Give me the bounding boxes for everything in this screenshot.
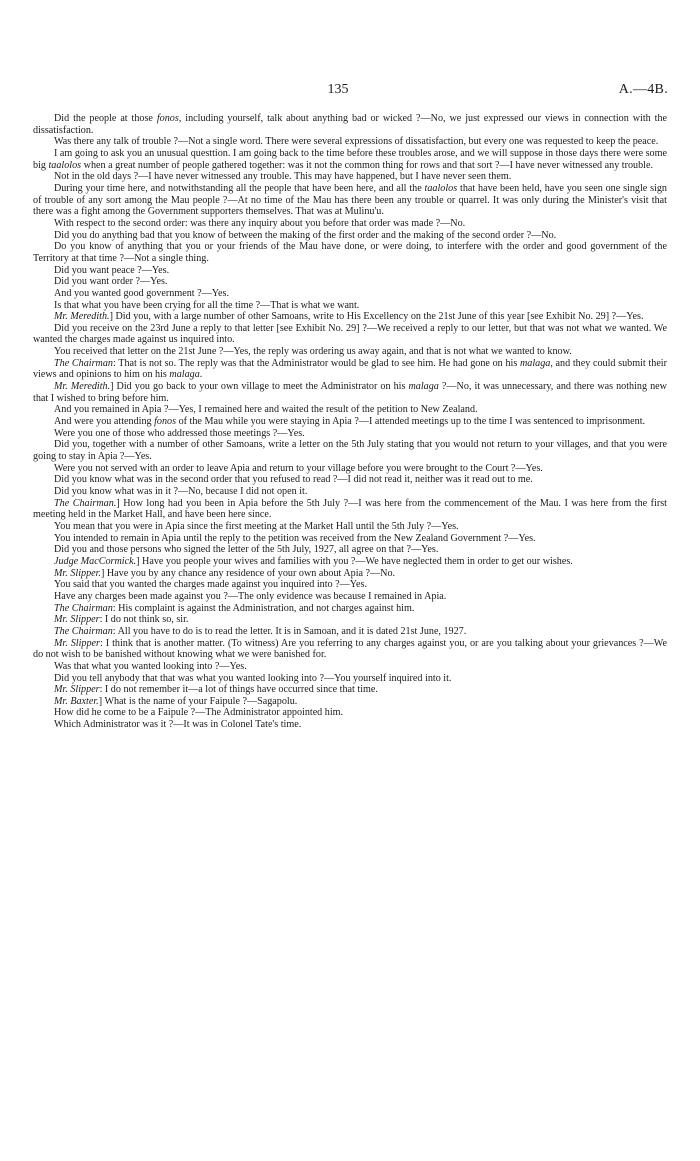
paragraph-text: Is that what you have been crying for all the time ?—That is what we want. (54, 299, 360, 311)
paragraph-text: Have any charges been made against you ?—The only evidence was because I remained in Apia. (54, 590, 447, 602)
italic-text: Mr. Meredith. (54, 311, 110, 323)
transcript-paragraph (33, 521, 667, 533)
paragraph-text: , and they could submit their views and opinions to him on his (33, 357, 667, 381)
italic-text: Mr. Slipper (54, 637, 100, 649)
transcript-paragraph (33, 707, 667, 719)
paragraph-text: Did you want order ?—Yes. (54, 276, 168, 288)
italic-text: fonos (156, 113, 179, 124)
transcript-paragraph (33, 404, 667, 416)
paragraph-text: ] Have you people your wives and families with you ?—We have neglected them in order to get our wishes. (136, 555, 573, 567)
transcript-paragraph (33, 719, 667, 731)
paragraph-text: With respect to the second order: was there any inquiry about you before that order was made ?—No. (54, 217, 466, 229)
transcript-paragraph (33, 276, 667, 288)
transcript-paragraph (33, 474, 667, 486)
transcript-paragraph (33, 568, 667, 580)
transcript-paragraph (33, 439, 667, 462)
paragraph-text: Did you tell anybody that that was what you wanted looking into ?—You yourself inquired into it. (54, 672, 452, 684)
italic-text: The Chairman (54, 357, 113, 369)
italic-text: malaga (408, 381, 439, 393)
transcript-paragraph (33, 300, 667, 312)
transcript-paragraph (33, 381, 667, 404)
paragraph-text: Did you do anything bad that you know of between the making of the first order and the making of the second order ?—No. (54, 229, 557, 241)
transcript-paragraph (33, 603, 667, 615)
transcript-paragraph (33, 265, 667, 277)
transcript-paragraph (33, 241, 667, 264)
transcript-paragraph (33, 661, 667, 673)
paragraph-text: Was there any talk of trouble ?—Not a single word. There were several expressions of dissatisfaction, but every one was requested to keep the peace. (54, 136, 659, 148)
italic-text: The Chairman (54, 625, 113, 637)
paragraph-text: : All you have to do is to read the letter. It is in Samoan, and it is dated 21st June, 1927. (112, 625, 467, 637)
paragraph-text: Did you know what was in it ?—No, because I did not open it. (54, 486, 308, 497)
transcript-paragraph (33, 148, 667, 171)
paragraph-text: : I do not remember it—a lot of things have occurred since that time. (99, 684, 378, 696)
paragraph-text: Did you know what was in the second order that you refused to read ?—I did not read it, neither was it read out to me. (54, 474, 533, 486)
paragraph-text: And you wanted good government ?—Yes. (54, 287, 230, 299)
paragraph-text: ] How long had you been in Apia before the 5th July ?—I was here from the commencement of the Mau. I was here from the first meeting held in the Market Hall, and have been here since. (33, 497, 667, 521)
transcript-paragraph (33, 556, 667, 568)
italic-text: Mr. Slipper (54, 684, 100, 696)
transcript-body (33, 113, 667, 731)
paragraph-text: . (199, 369, 203, 381)
paragraph-text: Not in the old days ?—I have never witnessed any trouble. This may have happened, but I have never seen them. (54, 171, 512, 183)
paragraph-text: : That is not so. The reply was that the Administrator would be glad to see him. He had gone on his (112, 357, 520, 369)
italic-text: Mr. Baxter. (54, 695, 99, 707)
transcript-paragraph (33, 579, 667, 591)
paragraph-text: ] What is the name of your Faipule ?—Sagapolu. (98, 695, 298, 707)
transcript-paragraph (33, 486, 667, 498)
italic-text: taalolos (48, 159, 82, 171)
paragraph-text: Was that what you wanted looking into ?—Yes. (54, 660, 247, 672)
transcript-paragraph (33, 544, 667, 556)
paragraph-text: How did he come to be a Faipule ?—The Administrator appointed him. (54, 707, 344, 719)
italic-text: malaga (519, 357, 551, 369)
transcript-paragraph (33, 626, 667, 638)
paragraph-text: Did you receive on the 23rd June a reply to that letter [see Exhibit No. 29] ?—We received a reply to our letter, but that was not what we wanted. We wanted the charges made against us inquired into. (33, 322, 667, 346)
italic-text: Mr. Slipper (54, 614, 100, 626)
paragraph-text: Did you and those persons who signed the letter of the 5th July, 1927, all agree on that ?—Yes. (54, 544, 439, 556)
transcript-paragraph (33, 323, 667, 346)
transcript-paragraph (33, 591, 667, 603)
transcript-paragraph (33, 638, 667, 661)
transcript-paragraph (33, 171, 667, 183)
paragraph-text: ] Have you by any chance any residence of your own about Apia ?—No. (100, 567, 396, 579)
italic-text: Mr. Slipper. (54, 567, 101, 579)
paragraph-text: Did you, together with a number of other Samoans, write a letter on the 5th July stating that you would not return to your villages, and that you were going to stay in Apia ?—Yes. (33, 439, 667, 463)
transcript-paragraph (33, 288, 667, 300)
paragraph-text: And were you attending (54, 416, 155, 428)
paragraph-text: You said that you wanted the charges made against you inquired into ?—Yes. (54, 579, 367, 591)
paragraph-text: ] Did you, with a large number of other Samoans, write to His Excellency on the 21st June of this year [see Exhibit No. 29] ?—Yes. (109, 311, 644, 323)
italic-text: The Chairman (54, 602, 113, 614)
italic-text: taalolos (424, 182, 458, 194)
transcript-paragraph (33, 673, 667, 685)
italic-text: fonos (154, 416, 177, 428)
paragraph-text: : I think that is another matter. (To witness) Are you referring to any charges against you, or are you talking about your grievances ?—We do not wish to be banished without knowing what we were banished for. (33, 637, 668, 661)
transcript-paragraph (33, 416, 667, 428)
italic-text: malaga (169, 369, 200, 381)
italic-text: The Chairman. (54, 497, 117, 509)
transcript-paragraph (33, 498, 667, 521)
paragraph-text: Do you know of anything that you or your friends of the Mau have done, or were doing, to interfere with the order and good government of the Territory at that time ?—Not a single thing. (33, 241, 667, 264)
italic-text: Mr. Meredith. (54, 381, 111, 393)
paragraph-text: ?—No, it was unnecessary, and there was nothing new that I wished to bring before him. (33, 381, 667, 404)
transcript-paragraph (33, 358, 667, 381)
page-header (0, 82, 700, 100)
paragraph-text: You received that letter on the 21st June ?—Yes, the reply was ordering us away again, and that is not what we wanted to know. (54, 346, 572, 358)
transcript-paragraph (33, 463, 667, 475)
paragraph-text: ] Did you go back to your own village to meet the Administrator on his (110, 381, 409, 393)
italic-text: Judge MacCormick. (54, 555, 137, 567)
paragraph-text: During your time here, and notwithstanding all the people that have been here, and all the (54, 182, 425, 194)
transcript-paragraph (33, 696, 667, 708)
transcript-paragraph (33, 113, 667, 136)
transcript-paragraph (33, 684, 667, 696)
paragraph-text: Were you not served with an order to leave Apia and return to your village before you were brought to the Court ?—Yes. (54, 462, 543, 474)
transcript-paragraph (33, 533, 667, 545)
paragraph-text: And you remained in Apia ?—Yes, I remained here and waited the result of the petition to New Zealand. (54, 404, 478, 416)
paragraph-text: , including yourself, talk about anything bad or wicked ?—No, we just expressed our views in connection with the dissatisfaction. (33, 113, 667, 136)
paragraph-text: Were you one of those who addressed those meetings ?—Yes. (54, 427, 305, 439)
paragraph-text: You intended to remain in Apia until the reply to the petition was received from the New Zealand Government ?—Yes. (54, 532, 536, 544)
transcript-paragraph (33, 311, 667, 323)
document-reference: A.—4B. (618, 82, 668, 97)
paragraph-text: when a great number of people gathered together: was it not the common thing for rows and that sort ?—I have never witnessed any trouble. (81, 159, 654, 171)
paragraph-text: Did you want peace ?—Yes. (54, 264, 170, 276)
page-number: 135 (327, 82, 349, 97)
paragraph-text: Did the people at those (54, 113, 157, 124)
paragraph-text: : I do not think so, sir. (99, 614, 189, 626)
transcript-paragraph (33, 218, 667, 230)
transcript-paragraph (33, 230, 667, 242)
transcript-paragraph (33, 614, 667, 626)
paragraph-text: Which Administrator was it ?—It was in Colonel Tate's time. (54, 719, 302, 731)
transcript-paragraph (33, 346, 667, 358)
transcript-paragraph (33, 428, 667, 440)
paragraph-text: : His complaint is against the Administration, and not charges against him. (112, 602, 415, 614)
transcript-paragraph (33, 136, 667, 148)
transcript-paragraph (33, 183, 667, 218)
paragraph-text: that have been held, have you seen one single sign of trouble of any sort among the Mau people ?—At no time of the Mau has there been any trouble or quarrel. It was only during the Minister's visit that there was a fight among the Government supporters themselves. That was at Mulinu'u. (33, 182, 667, 218)
paragraph-text: of the Mau while you were staying in Apia ?—I attended meetings up to the time I was sentenced to imprisonment. (176, 416, 646, 428)
paragraph-text: I am going to ask you an unusual questtion. I am going back to the time before these troubles arose, and we will suppose in those days there were some big (33, 147, 667, 171)
paragraph-text: You mean that you were in Apia since the first meeting at the Market Hall until the 5th July ?—Yes. (54, 520, 459, 532)
